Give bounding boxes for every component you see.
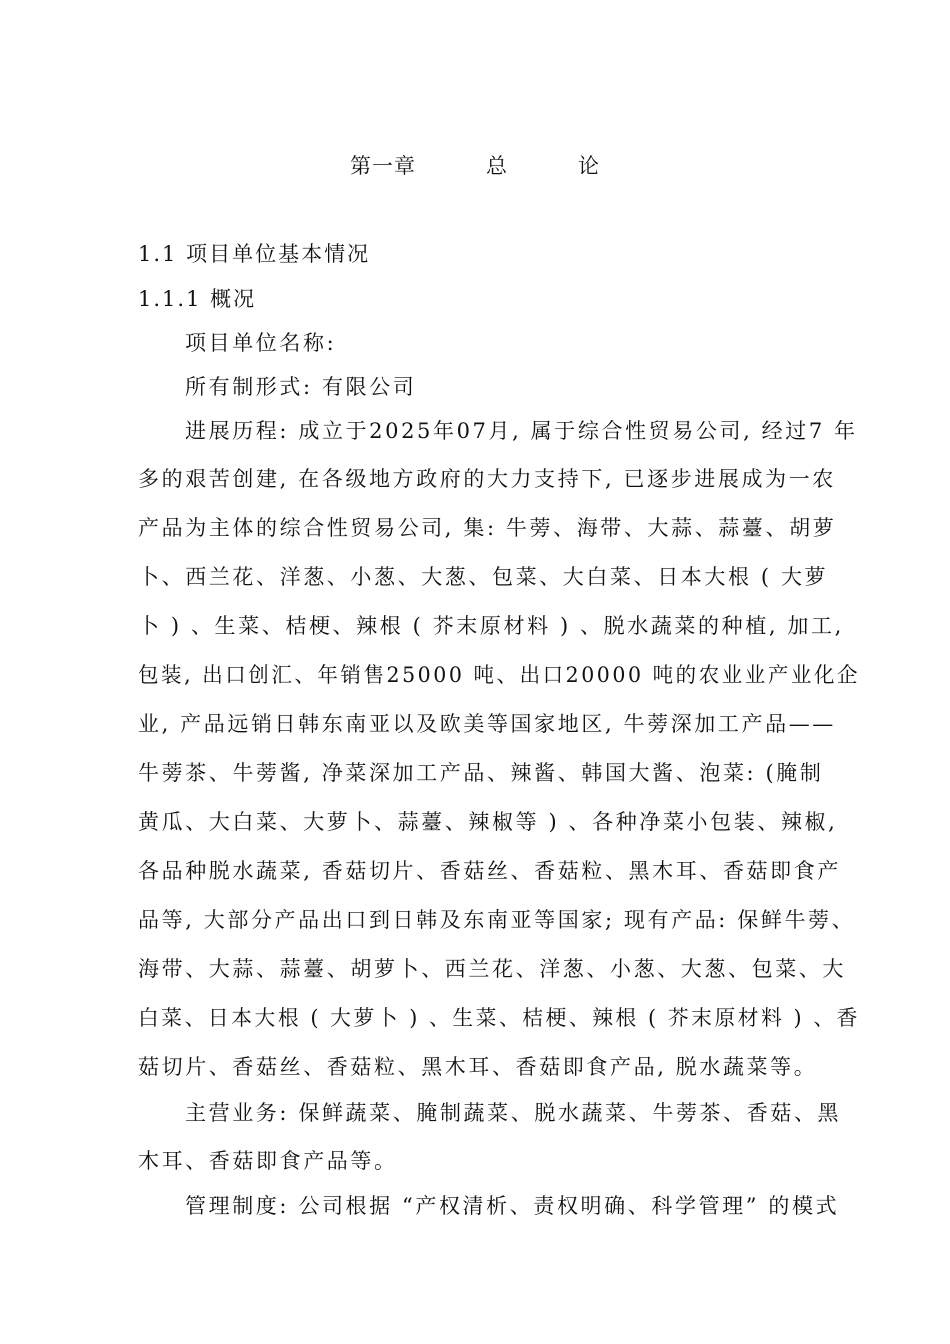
text-line: 所有制形式: 有限公司 [185,375,417,399]
text-line: 管理制度: 公司根据 “产权清析、责权明确、科学管理” 的模式 [185,1194,840,1218]
text-line: 菇切片、香菇丝、香菇粒、黑木耳、香菇即食产品, 脱水蔬菜等。 [138,1055,818,1079]
text-line: 牛蒡茶、牛蒡酱, 净菜深加工产品、辣酱、韩国大酱、泡菜: (腌制 [138,761,824,785]
section-heading-1-1: 1.1 项目单位基本情况 [138,242,371,266]
text-line: 业, 产品远销日韩东南亚以及欧美等国家地区, 牛蒡深加工产品—— [138,712,836,736]
section-heading-1-1-1: 1.1.1 概况 [138,287,257,311]
text-line: 多的艰苦创建, 在各级地方政府的大力支持下, 已逐步进展成为一农 [138,467,836,491]
text-line: 产品为主体的综合性贸易公司, 集: 牛蒡、海带、大蒜、蒜薹、胡萝 [138,516,837,540]
text-line: 海带、大蒜、蒜薹、胡萝卜、西兰花、洋葱、小葱、大葱、包菜、大 [138,957,846,981]
chapter-number: 第一章 [350,154,416,178]
text-line: 白菜、日本大根 ( 大萝卜 ) 、生菜、桔梗、辣根 ( 芥末原材料 ) 、香 [138,1006,860,1030]
text-line: 主营业务: 保鲜蔬菜、腌制蔬菜、脱水蔬菜、牛蒡茶、香菇、黑 [185,1101,842,1125]
text-line: 项目单位名称: [185,331,337,355]
chapter-title-part1: 总 [486,154,508,178]
chapter-title-part2: 论 [578,154,600,178]
text-line: 黄瓜、大白菜、大萝卜、蒜薹、辣椒等 ) 、各种净菜小包装、辣椒, [138,810,838,834]
text-line: 卜 ) 、生菜、桔梗、辣根 ( 芥末原材料 ) 、脱水蔬菜的种植, 加工, [138,614,844,638]
text-line: 木耳、香菇即食产品等。 [138,1149,398,1173]
chapter-title [0,150,950,180]
text-line: 各品种脱水蔬菜, 香菇切片、香菇丝、香菇粒、黑木耳、香菇即食产 [138,859,841,883]
text-line: 进展历程: 成立于2025年07月, 属于综合性贸易公司, 经过7 年 [185,419,858,443]
text-line: 包装, 出口创汇、年销售25000 吨、出口20000 吨的农业业产业化企 [138,663,860,687]
text-line: 卜、西兰花、洋葱、小葱、大葱、包菜、大白菜、日本大根 ( 大萝 [138,565,829,589]
text-line: 品等, 大部分产品出口到日韩及东南亚等国家; 现有产品: 保鲜牛蒡、 [138,908,856,932]
